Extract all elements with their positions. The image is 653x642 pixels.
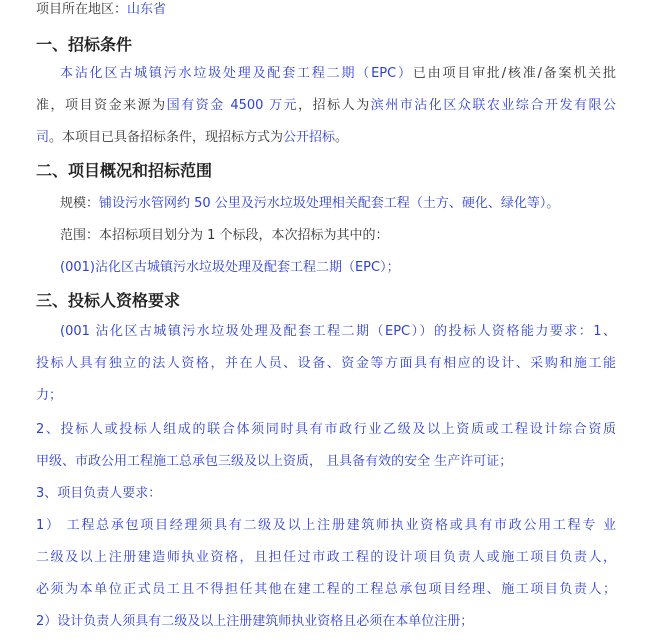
qualification-line-9: 必须为本单位正式员工且不得担任其他在建工程的工程总承包项目经理、施工项目负责人； bbox=[36, 582, 616, 597]
scale-line bbox=[60, 194, 559, 214]
funding-source: 国有资金 4500 万元 bbox=[166, 98, 299, 113]
scope-line: 范围：本招标项目划分为 1 个标段，本次招标为其中的： bbox=[60, 228, 389, 243]
qualification-line-5: 甲级、市政公用工程施工总承包三级及以上资质， 且具备有效的安全 生产许可证； bbox=[36, 454, 513, 469]
qualification-line-2: 投标人具有独立的法人资格，并在人员、设备、资金等方面具有相应的设计、采购和施工能 bbox=[36, 356, 616, 371]
region-value: 山东省 bbox=[127, 2, 167, 17]
qualification-line-7: 1） 工程总承包项目经理须具有二级及以上注册建筑师执业资格或具有市政公用工程专 业 bbox=[36, 518, 616, 533]
qualification-line-6: 3、项目负责人要求： bbox=[36, 486, 162, 501]
tender-conditions-line-3: 司。本项目已具备招标条件，现招标方式为公开招标。 bbox=[36, 130, 349, 145]
lot-line: (001)沾化区古城镇污水垃圾处理及配套工程二期（EPC）； bbox=[60, 260, 400, 275]
region-label: 项目所在地区： bbox=[36, 2, 128, 17]
section-heading-overview: 二、项目概况和招标范围 bbox=[36, 161, 213, 180]
qualification-line-3: 力； bbox=[36, 388, 63, 403]
scale-label: 规模： bbox=[60, 196, 100, 211]
scale-value: 铺设污水管网约 50 公里及污水垃圾处理相关配套工程（土方、硬化、绿化等）。 bbox=[99, 196, 560, 211]
qualification-line-10: 2）设计负责人须具有二级及以上注册建筑师执业资格且必须在本单位注册； bbox=[36, 614, 474, 629]
qualification-line-8: 二级及以上注册建造师执业资格，且担任过市政工程的设计项目负责人或施工项目负责人， bbox=[36, 550, 616, 565]
qualification-line-1: (001 沾化区古城镇污水垃圾处理及配套工程二期（EPC））的投标人资格能力要求：1、 bbox=[60, 324, 616, 339]
qualification-line-4: 2、投标人或投标人组成的联合体须同时具有市政行业乙级及以上资质或工程设计综合资质 bbox=[36, 422, 616, 437]
project-name: 本沾化区古城镇污水垃圾处理及配套工程二期（EPC） bbox=[60, 66, 413, 81]
section-heading-qualification: 三、投标人资格要求 bbox=[36, 291, 181, 310]
region-line bbox=[36, 0, 166, 20]
tenderer-name: 滨州市沾化区众联农业综合开发有限公 bbox=[370, 98, 616, 113]
tender-conditions-line-2: 准，项目资金来源为国有资金 4500 万元，招标人为滨州市沾化区众联农业综合开发有限公 bbox=[36, 98, 616, 113]
section-heading-tender-conditions: 一、招标条件 bbox=[36, 35, 133, 54]
tender-conditions-line-1: 本沾化区古城镇污水垃圾处理及配套工程二期（EPC）已由项目审批/核准/备案机关批 bbox=[60, 66, 616, 81]
tender-method: 公开招标 bbox=[283, 130, 336, 145]
